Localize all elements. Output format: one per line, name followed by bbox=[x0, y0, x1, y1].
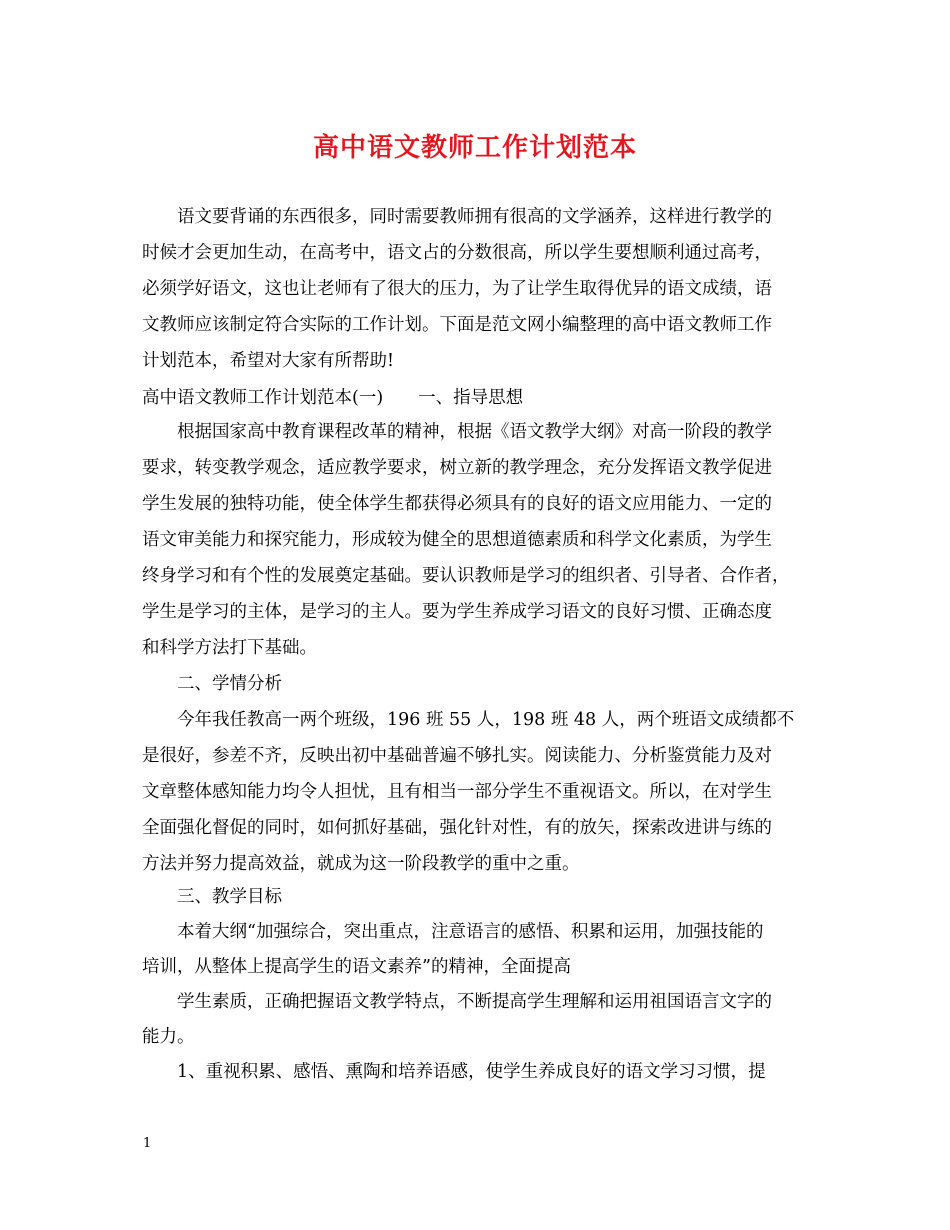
text-line: 本着大纲“加强综合，突出重点，注意语言的感悟、积累和运用，加强技能的 bbox=[177, 922, 764, 942]
text-line: 今年我任教高一两个班级，196 班 55 人，198 班 48 人，两个班语文成绩都不 bbox=[177, 710, 795, 730]
section-heading: 二、学情分析 bbox=[177, 674, 282, 694]
section-heading-line: 高中语文教师工作计划范本(一) 一、指导思想 bbox=[142, 388, 524, 408]
text-line: 1、重视积累、感悟、熏陶和培养语感，使学生养成良好的语文学习习惯，提 bbox=[177, 1062, 766, 1082]
text-line: 是很好，参差不齐，反映出初中基础普遍不够扎实。阅读能力、分析鉴赏能力及对 bbox=[142, 746, 772, 766]
text-line: 学生发展的独特功能，使全体学生都获得必须具有的良好的语文应用能力、一定的 bbox=[142, 494, 772, 514]
text-line: 学生是学习的主体，是学习的主人。要为学生养成学习语文的良好习惯、正确态度 bbox=[142, 602, 772, 622]
page-number: 1 bbox=[143, 1136, 152, 1151]
section-heading: 三、教学目标 bbox=[177, 887, 282, 907]
text-line: 和科学方法打下基础。 bbox=[142, 638, 317, 658]
text-line: 要求，转变教学观念，适应教学要求，树立新的教学理念，充分发挥语文教学促进 bbox=[142, 458, 772, 478]
text-line: 文章整体感知能力均令人担忧，且有相当一部分学生不重视语文。所以，在对学生 bbox=[142, 782, 772, 802]
text-line: 方法并努力提高效益，就成为这一阶段教学的重中之重。 bbox=[142, 854, 580, 874]
text-line: 全面强化督促的同时，如何抓好基础，强化针对性，有的放矢，探索改进讲与练的 bbox=[142, 818, 772, 838]
text-line: 语文审美能力和探究能力，形成较为健全的思想道德素质和科学文化素质，为学生 bbox=[142, 530, 772, 550]
text-line: 语文要背诵的东西很多，同时需要教师拥有很高的文学涵养，这样进行教学的 bbox=[177, 207, 772, 227]
text-line: 能力。 bbox=[142, 1027, 195, 1047]
document-title: 高中语文教师工作计划范本 bbox=[312, 133, 637, 163]
text-line: 文教师应该制定符合实际的工作计划。下面是范文网小编整理的高中语文教师工作 bbox=[142, 315, 772, 335]
text-line: 计划范本，希望对大家有所帮助! bbox=[142, 351, 395, 371]
text-line: 根据国家高中教育课程改革的精神，根据《语文教学大纲》对高一阶段的教学 bbox=[177, 422, 772, 442]
text-line: 学生素质，正确把握语文教学特点，不断提高学生理解和运用祖国语言文字的 bbox=[177, 992, 772, 1012]
text-line: 必须学好语文，这也让老师有了很大的压力，为了让学生取得优异的语文成绩，语 bbox=[142, 279, 772, 299]
text-line: 时候才会更加生动，在高考中，语文占的分数很高，所以学生要想顺利通过高考， bbox=[142, 243, 772, 263]
text-line: 培训，从整体上提高学生的语文素养”的精神，全面提高 bbox=[142, 957, 571, 977]
text-line: 终身学习和有个性的发展奠定基础。要认识教师是学习的组织者、引导者、合作者， bbox=[142, 566, 790, 586]
